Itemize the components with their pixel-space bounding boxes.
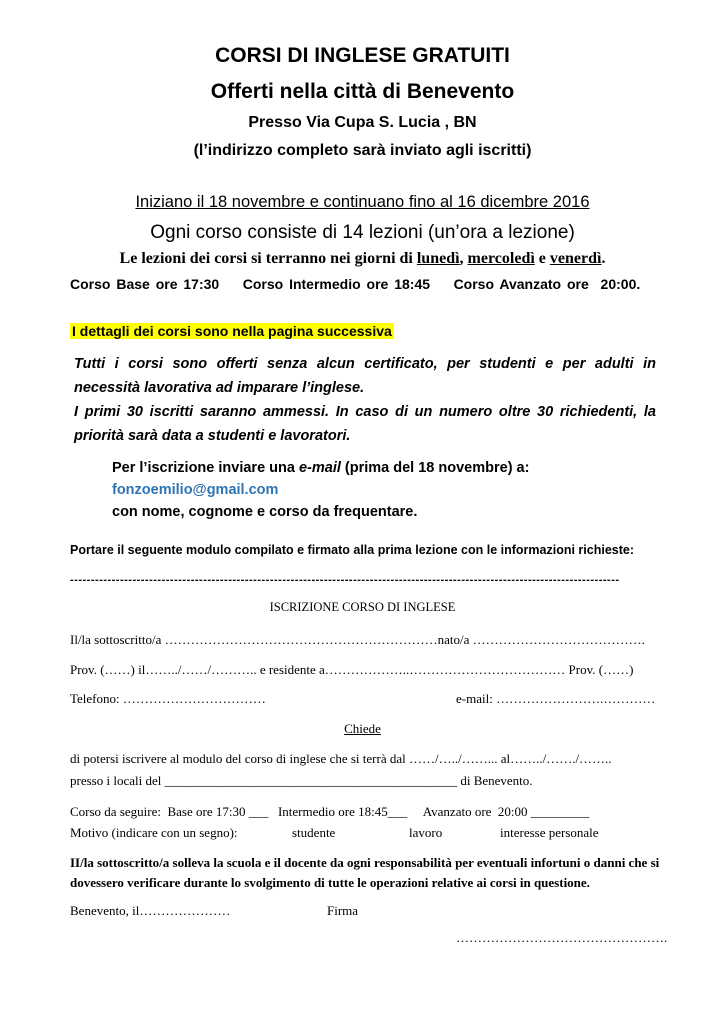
- registration-line-3: con nome, cognome e corso da frequentare.: [112, 504, 418, 520]
- form-motivo-studente: studente: [292, 825, 336, 840]
- day-friday: venerdì: [549, 250, 602, 267]
- info-line-4: priorità sarà data a studenti e lavoratori.: [74, 428, 351, 444]
- form-chiede-heading: Chiede: [344, 721, 381, 736]
- info-line-1: Tutti i corsi sono offerti senza alcun certificato, per studenti e per adulti in: [74, 356, 656, 372]
- details-note: I dettagli dei corsi sono nella pagina successiva: [72, 323, 392, 339]
- days-sep2: e: [534, 250, 550, 267]
- reg-suffix: (prima del 18 novembre) a:: [340, 460, 530, 476]
- form-motivo-interesse: interesse personale: [500, 825, 599, 840]
- cut-line-separator: ------------------------------------------------------------------------------------------------------------------------------------: [70, 574, 620, 586]
- form-prov-line: Prov. (……) il……../……/……….. e residente a………………..……………………………… Prov. (……): [70, 662, 634, 677]
- registration-line-1: [112, 460, 529, 476]
- form-corso-line: Corso da seguire: Base ore 17:30 ___ Intermedio ore 18:45___ Avanzato ore 20:00 _________: [70, 804, 590, 819]
- form-disclaimer-2: dovessero verificare durante lo svolgimento di tutte le operazioni relative ai corsi in questione.: [70, 875, 590, 890]
- form-instructions: Portare il seguente modulo compilato e firmato alla prima lezione con le informazioni richieste:: [70, 543, 635, 557]
- form-name-line: Il/la sottoscritto/a ………………………………………………………nato/a ………………………………….: [70, 632, 645, 647]
- address: Presso Via Cupa S. Lucia , BN: [248, 114, 477, 131]
- form-motivo-label: Motivo (indicare con un segno):: [70, 825, 238, 840]
- form-title: ISCRIZIONE CORSO DI INGLESE: [269, 600, 456, 614]
- reg-email-word: e-mail: [298, 460, 341, 476]
- days-sep1: ,: [459, 250, 468, 267]
- day-monday: lunedì: [416, 250, 460, 267]
- address-note: (l’indirizzo completo sarà inviato agli iscritti): [193, 142, 532, 159]
- form-firma-label: Firma: [327, 903, 359, 918]
- form-module-line: di potersi iscrivere al modulo del corso di inglese che si terrà dal ……/…../……... al……../……./……..: [70, 751, 612, 766]
- days-prefix: Le lezioni dei corsi si terranno nei giorni di: [119, 250, 417, 267]
- day-wednesday: mercoledì: [467, 250, 535, 267]
- form-phone-field: Telefono: ……………………………: [70, 691, 266, 706]
- info-line-2: necessità lavorativa ad imparare l’inglese.: [74, 380, 365, 396]
- days-suffix: .: [601, 250, 606, 267]
- form-disclaimer-1: II/la sottoscritto/a solleva la scuola e il docente da ogni responsabilità per eventuali infortuni o danni che si: [70, 855, 660, 870]
- form-signature-line: ………………………………………….: [456, 930, 668, 945]
- course-times: Corso Base ore 17:30 Corso Intermedio ore 18:45 Corso Avanzato ore 20:00.: [70, 276, 641, 292]
- page-subtitle: Offerti nella città di Benevento: [210, 80, 515, 103]
- lesson-days: [0, 250, 725, 268]
- form-place-date: Benevento, il…………………: [70, 903, 231, 918]
- form-motivo-lavoro: lavoro: [409, 825, 443, 840]
- form-email-field: e-mail: …………………….…………: [456, 691, 656, 706]
- course-dates: Iniziano il 18 novembre e continuano fino al 16 dicembre 2016: [135, 193, 590, 211]
- info-line-3: I primi 30 iscritti saranno ammessi. In caso di un numero oltre 30 richiedenti, la: [74, 404, 656, 420]
- form-locali-line: presso i locali del _____________________________________________ di Benevento.: [70, 773, 533, 788]
- page-title: CORSI DI INGLESE GRATUITI: [215, 44, 510, 67]
- reg-prefix: Per l’iscrizione inviare una: [112, 460, 299, 476]
- contact-email-link[interactable]: fonzoemilio@gmail.com: [112, 482, 279, 498]
- lessons-info: Ogni corso consiste di 14 lezioni (un’ora a lezione): [150, 222, 575, 243]
